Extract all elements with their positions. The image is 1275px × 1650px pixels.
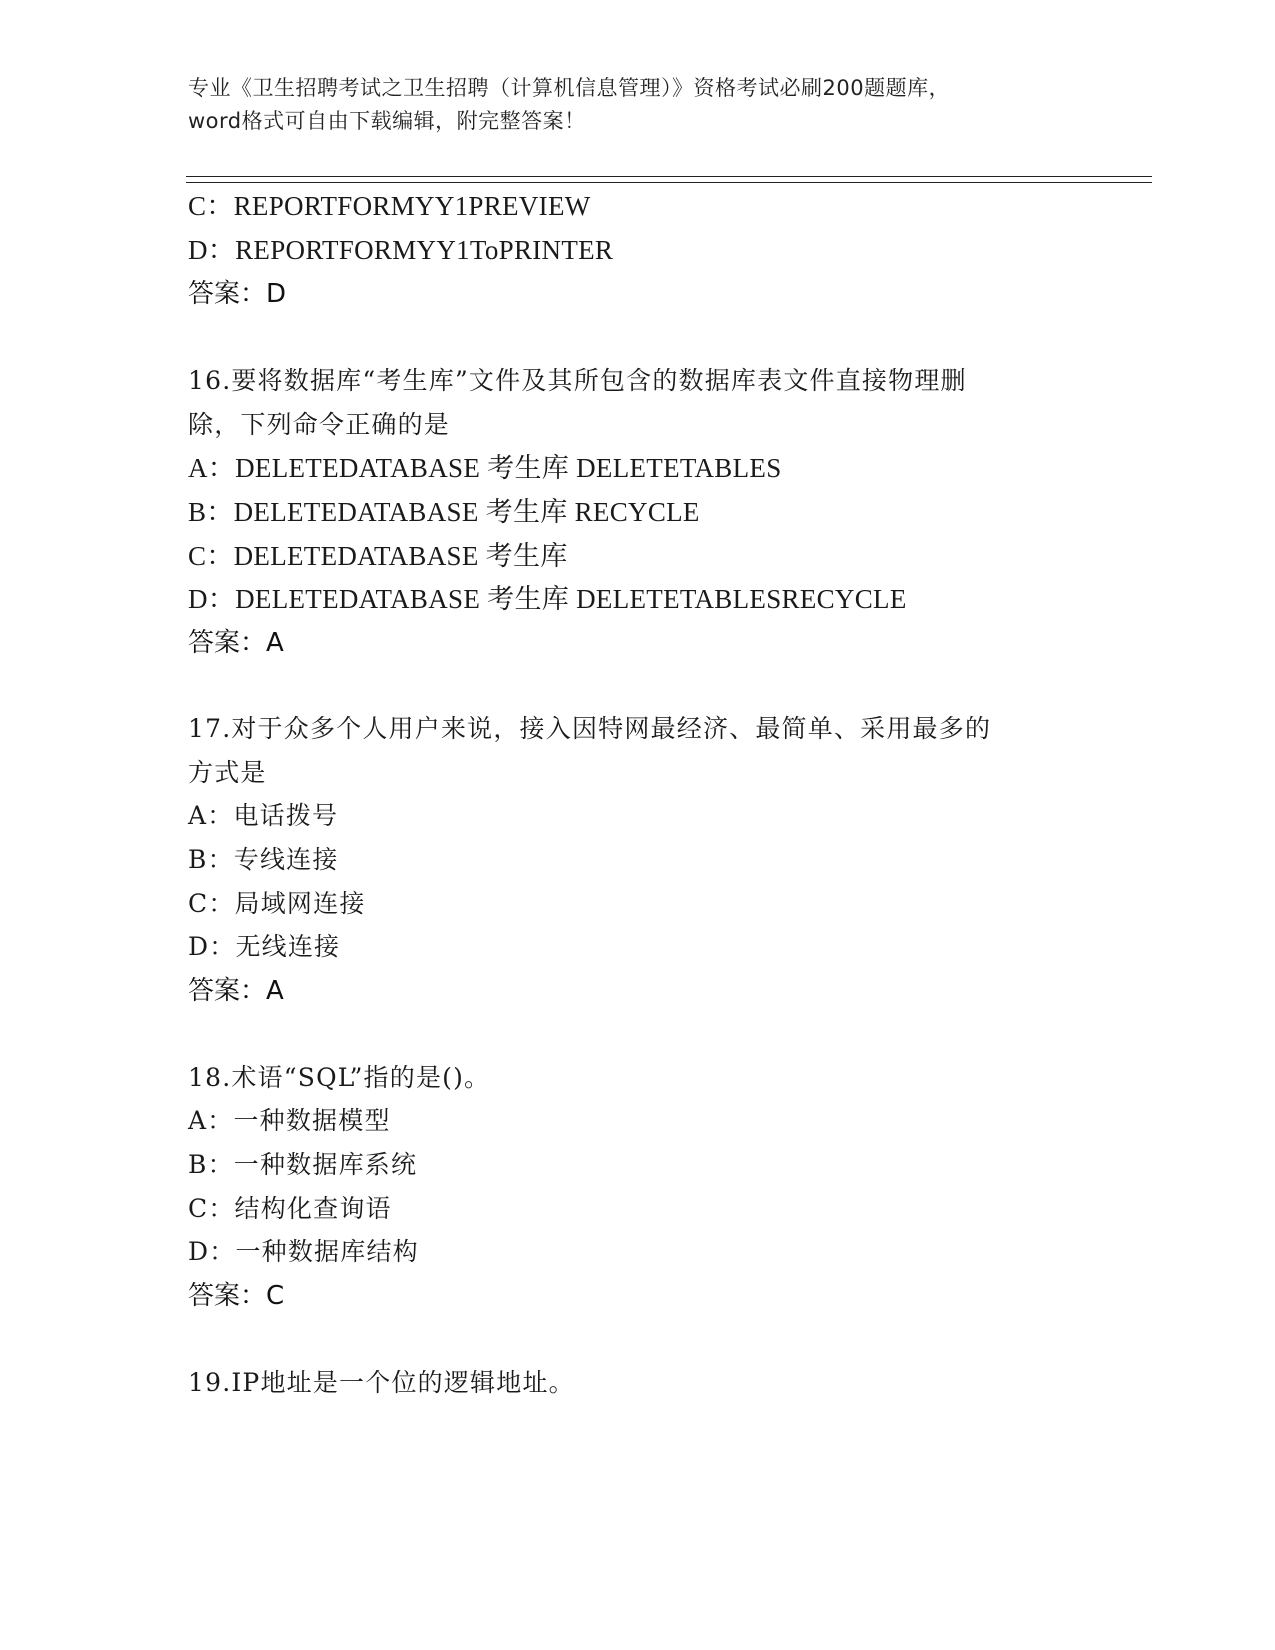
q17-stem-line-1: 17.对于众多个人用户来说，接入因特网最经济、最简单、采用最多的 — [188, 714, 992, 743]
q17-option-d: D：无线连接 — [188, 932, 341, 961]
q16-option-c: C：DELETEDATABASE 考生库 — [188, 541, 568, 571]
q16-option-a: A：DELETEDATABASE 考生库 DELETETABLES — [188, 453, 782, 483]
q18-option-b: B：一种数据库系统 — [188, 1150, 418, 1179]
header-divider-bottom — [186, 182, 1152, 183]
q17-option-a: A：电话拨号 — [188, 801, 339, 830]
header-title-line-2: word格式可自由下载编辑，附完整答案！ — [188, 109, 586, 133]
q16-option-b: B：DELETEDATABASE 考生库 RECYCLE — [188, 497, 700, 527]
q18-stem: 18.术语“SQL”指的是()。 — [188, 1063, 491, 1092]
q18-option-c: C：结构化查询语 — [188, 1194, 392, 1223]
q17-answer: 答案：A — [188, 976, 284, 1006]
q17-stem-line-2: 方式是 — [188, 758, 267, 787]
q16-answer: 答案：A — [188, 628, 284, 658]
document-header — [188, 72, 1088, 138]
q17-option-b: B：专线连接 — [188, 845, 339, 874]
q16-stem-line-2: 除，下列命令正确的是 — [188, 410, 451, 439]
q17-option-c: C：局域网连接 — [188, 889, 366, 918]
header-divider-top — [186, 176, 1152, 177]
header-title-line-1: 专业《卫生招聘考试之卫生招聘（计算机信息管理）》资格考试必刷200题题库， — [188, 76, 951, 100]
q18-option-a: A：一种数据模型 — [188, 1106, 391, 1135]
q16-stem-line-1: 16.要将数据库“考生库”文件及其所包含的数据库表文件直接物理删 — [188, 366, 967, 395]
q19-stem: 19.IP地址是一个位的逻辑地址。 — [188, 1368, 575, 1397]
q18-option-d: D：一种数据库结构 — [188, 1237, 419, 1266]
q15-answer: 答案：D — [188, 279, 287, 309]
q18-answer: 答案：C — [188, 1281, 285, 1311]
q16-option-d: D：DELETEDATABASE 考生库 DELETETABLESRECYCLE — [188, 584, 907, 614]
q15-option-c: C：REPORTFORMYY1PREVIEW — [188, 191, 591, 221]
q15-option-d: D：REPORTFORMYY1ToPRINTER — [188, 235, 614, 265]
